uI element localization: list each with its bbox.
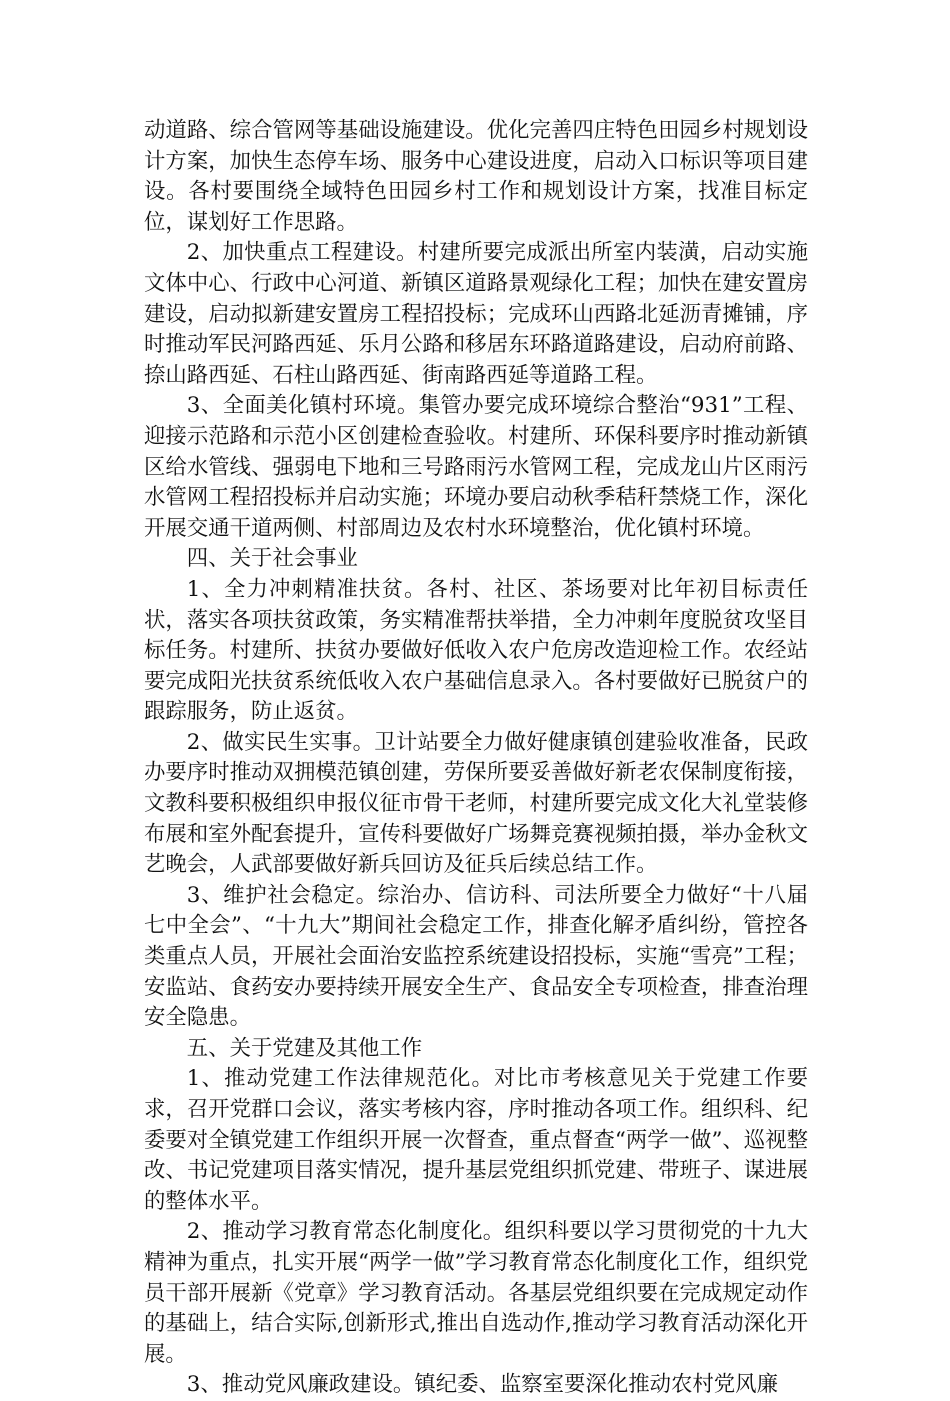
paragraph-key-projects: 2、加快重点工程建设。村建所要完成派出所室内装潢，启动实施文体中心、行政中心河道、新镇区道路景观绿化工程；加快在建安置房建设，启动拟新建安置房工程招投标；完成环山西路北延沥青摊铺，序时推动军民河路西延、乐月公路和移居东环路道路建设，启动府前路、捺山路西延、石柱山路西延、街南路西延等道路工程。 [144, 240, 808, 388]
paragraph-stability: 3、维护社会稳定。综治办、信访科、司法所要全力做好“十八届七中全会”、“十九大”期间社会稳定工作，排查化解矛盾纠纷，管控各类重点人员，开展社会面治安监控系统建设招投标，实施“雪亮”工程；安监站、食药安办要持续开展安全生产、食品安全专项检查，排查治理安全隐患。 [144, 882, 808, 1031]
section-heading-party: 五、关于党建及其他工作 [186, 1035, 423, 1061]
paragraph-environment: 3、全面美化镇村环境。集管办要完成环境综合整治“931”工程、迎接示范路和示范小区创建检查验收。村建所、环保科要序时推动新镇区给水管线、强弱电下地和三号路雨污水管网工程，完成龙山片区雨污水管网工程招投标并启动实施；环境办要启动秋季秸秆禁烧工作，深化开展交通干道两侧、村部周边及农村水环境整治，优化镇村环境。 [144, 393, 808, 541]
paragraph-livelihood: 2、做实民生实事。卫计站要全力做好健康镇创建验收准备，民政办要序时推动双拥模范镇创建，劳保所要妥善做好新老农保制度衔接，文教科要积极组织申报仪征市骨干老师，村建所要完成文化大礼堂装修布展和室外配套提升，宣传科要做好广场舞竞赛视频拍摄，举办金秋文艺晚会，人武部要做好新兵回访及征兵后续总结工作。 [144, 729, 808, 878]
paragraph-integrity: 3、推动党风廉政建设。镇纪委、监察室要深化推动农村党风廉 [186, 1372, 778, 1398]
document-body [144, 116, 808, 1401]
section-heading-social: 四、关于社会事业 [186, 546, 358, 572]
paragraph-party-law: 1、推动党建工作法律规范化。对比市考核意见关于党建工作要求，召开党群口会议，落实考核内容，序时推动各项工作。组织科、纪委要对全镇党建工作组织开展一次督查，重点督查“两学一做”、巡视整改、书记党建项目落实情况，提升基层党组织抓党建、带班子、谋进展的整体水平。 [144, 1066, 808, 1214]
paragraph-continuation: 动道路、综合管网等基础设施建设。优化完善四庄特色田园乡村规划设计方案，加快生态停车场、服务中心建设进度，启动入口标识等项目建设。各村要围绕全域特色田园乡村工作和规划设计方案，找准目标定位，谋划好工作思路。 [144, 118, 808, 235]
paragraph-study: 2、推动学习教育常态化制度化。组织科要以学习贯彻党的十九大精神为重点，扎实开展“两学一做”学习教育常态化制度化工作，组织党员干部开展新《党章》学习教育活动。各基层党组织要在完成规定动作的基础上，结合实际,创新形式,推出自选动作,推动学习教育活动深化开展。 [144, 1219, 808, 1367]
paragraph-poverty: 1、全力冲刺精准扶贫。各村、社区、茶场要对比年初目标责任状，落实各项扶贫政策，务实精准帮扶举措，全力冲刺年度脱贫攻坚目标任务。村建所、扶贫办要做好低收入农户危房改造迎检工作。农经站要完成阳光扶贫系统低收入农户基础信息录入。各村要做好已脱贫户的跟踪服务，防止返贫。 [144, 576, 808, 725]
